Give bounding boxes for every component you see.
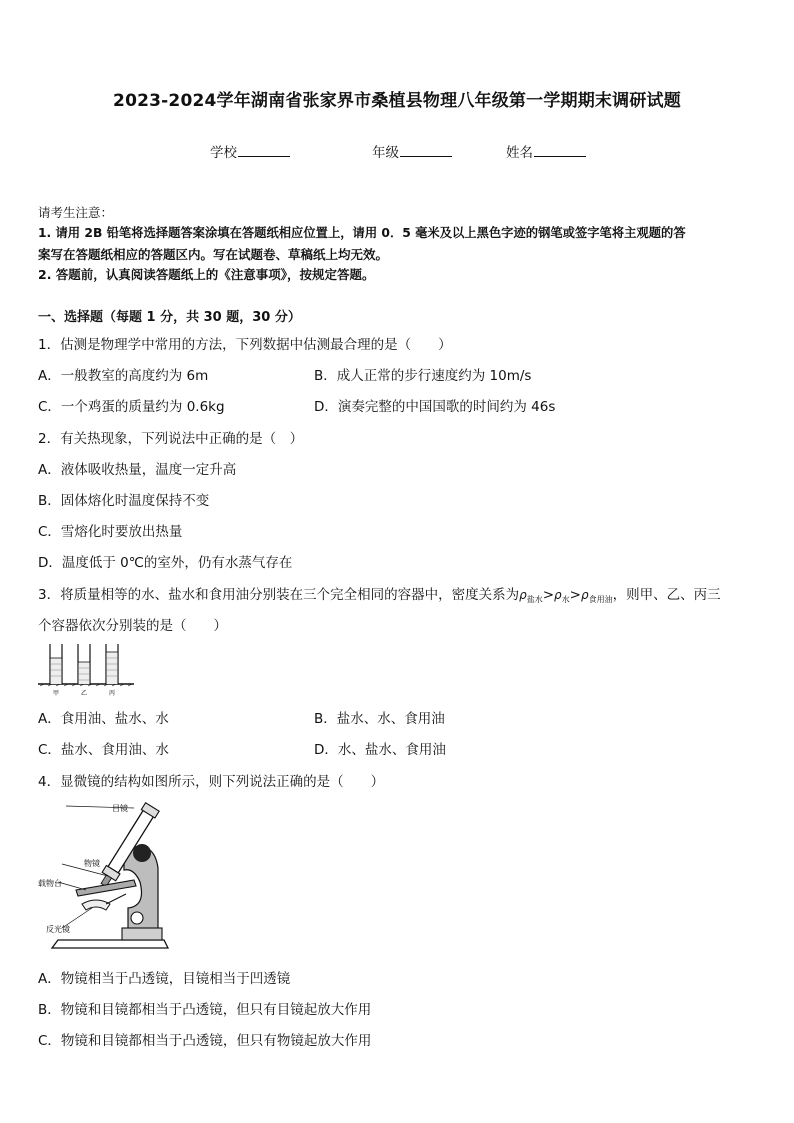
q1-option-c: C．一个鸡蛋的质量约为 0.6kg xyxy=(38,399,225,415)
q3-option-b: B．盐水、水、食用油 xyxy=(314,711,445,727)
label-yi: 乙 xyxy=(80,690,88,697)
q1-option-b: B．成人正常的步行速度约为 10m/s xyxy=(314,368,532,384)
label-bing: 丙 xyxy=(108,690,116,697)
school-blank xyxy=(238,143,290,157)
label-eyepiece: 目镜 xyxy=(112,804,128,813)
notice-line-2: 案写在答题纸相应的答题区内。写在试题卷、草稿纸上均无效。 xyxy=(38,247,389,262)
q2-stem: 2．有关热现象，下列说法中正确的是（ ） xyxy=(38,431,304,447)
exam-title: 2023-2024学年湖南省张家界市桑植县物理八年级第一学期期末调研试题 xyxy=(113,91,681,111)
grade-field xyxy=(372,141,452,161)
containers-figure xyxy=(36,640,136,698)
q1-option-d: D．演奏完整的中国国歌的时间约为 46s xyxy=(314,399,556,415)
notice-line-1: 1. 请用 2B 铅笔将选择题答案涂填在答题纸相应位置上，请用 0．5 毫米及以上黑色字迹的钢笔或签字笔将主观题的答 xyxy=(38,226,686,240)
name-blank xyxy=(534,143,586,157)
q4-option-c: C．物镜和目镜都相当于凸透镜，但只有物镜起放大作用 xyxy=(38,1033,372,1049)
grade-label: 年级 xyxy=(372,145,399,161)
name-field xyxy=(506,141,586,161)
label-stage: 载物台 xyxy=(38,879,62,888)
q2-option-d: D．温度低于 0℃的室外，仍有水蒸气存在 xyxy=(38,555,293,571)
rho-symbol: ρ xyxy=(554,588,562,602)
school-field xyxy=(210,141,290,161)
q3-stem-line-2: 个容器依次分别装的是（ ） xyxy=(38,618,227,634)
q2-option-a: A．液体吸收热量，温度一定升高 xyxy=(38,462,237,478)
gt-symbol: > xyxy=(542,587,555,603)
notice-heading: 请考生注意： xyxy=(38,205,114,220)
q1-stem: 1．估测是物理学中常用的方法，下列数据中估测最合理的是（ ） xyxy=(38,337,452,353)
q4-option-b: B．物镜和目镜都相当于凸透镜，但只有目镜起放大作用 xyxy=(38,1002,372,1018)
rho-sub-saltwater: 盐水 xyxy=(526,595,543,604)
label-objective: 物镜 xyxy=(84,859,100,868)
q3-option-d: D．水、盐水、食用油 xyxy=(314,742,446,758)
q3-stem-post: ，则甲、乙、丙三 xyxy=(612,587,721,603)
section-heading: 一、选择题（每题 1 分，共 30 题，30 分） xyxy=(38,310,301,325)
q3-stem-pre: 3．将质量相等的水、盐水和食用油分别装在三个完全相同的容器中，密度关系为 xyxy=(38,587,520,603)
q2-option-c: C．雪熔化时要放出热量 xyxy=(38,524,183,540)
rho-sub-water: 水 xyxy=(561,595,570,604)
notice-line-3: 2. 答题前，认真阅读答题纸上的《注意事项》，按规定答题。 xyxy=(38,267,375,282)
label-jia: 甲 xyxy=(52,690,60,697)
grade-blank xyxy=(400,143,452,157)
container-yi xyxy=(78,644,90,684)
microscope-figure xyxy=(36,798,176,950)
rho-symbol: ρ xyxy=(519,588,527,602)
rho-symbol: ρ xyxy=(580,588,589,602)
q4-option-a: A．物镜相当于凸透镜，目镜相当于凹透镜 xyxy=(38,971,291,987)
container-jia xyxy=(50,644,62,684)
school-label: 学校 xyxy=(210,145,237,161)
name-label: 姓名 xyxy=(506,145,533,161)
label-mirror: 反光镜 xyxy=(46,925,70,934)
q3-stem xyxy=(38,583,721,605)
container-bing xyxy=(106,644,118,684)
q2-option-b: B．固体熔化时温度保持不变 xyxy=(38,493,210,509)
q4-stem: 4．显微镜的结构如图所示，则下列说法正确的是（ ） xyxy=(38,774,385,790)
q3-option-a: A．食用油、盐水、水 xyxy=(38,711,169,727)
rho-sub-oil: 食用油 xyxy=(588,595,613,604)
gt-symbol: > xyxy=(569,587,581,603)
q1-option-a: A．一般教室的高度约为 6m xyxy=(38,368,209,384)
q3-option-c: C．盐水、食用油、水 xyxy=(38,742,169,758)
